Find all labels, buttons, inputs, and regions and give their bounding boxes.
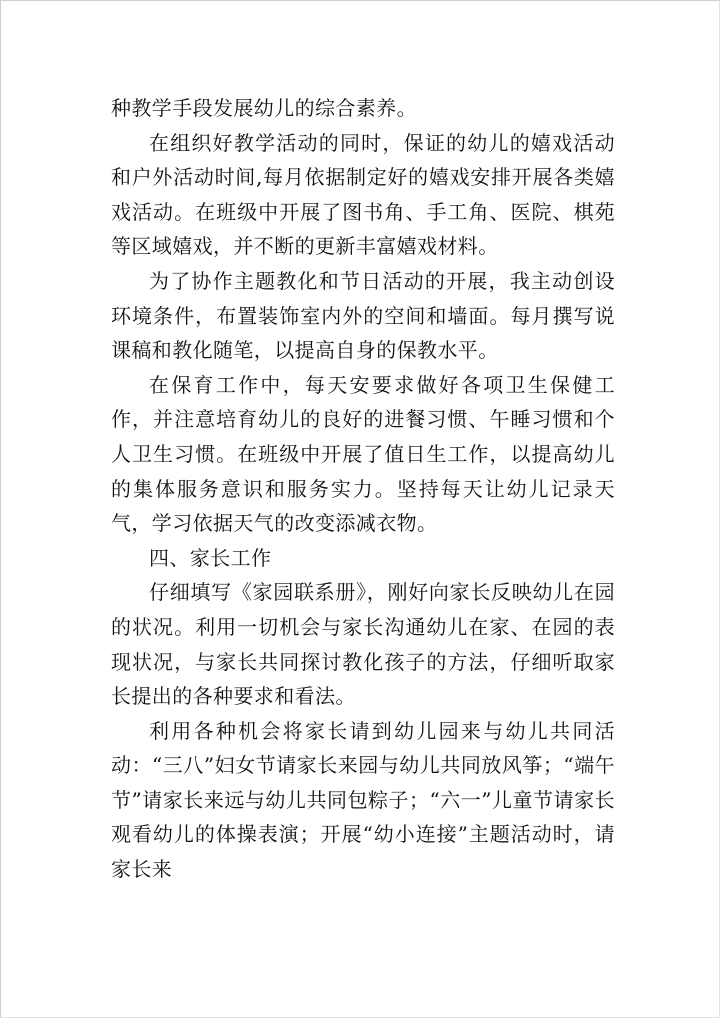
paragraph-environment: 为了协作主题教化和节日活动的开展，我主动创设环境条件，布置装饰室内外的空间和墙面。每月撰写说课稿和教化随笔，以提高自身的保教水平。: [111, 268, 615, 363]
paragraph-activities: 在组织好教学活动的同时，保证的幼儿的嬉戏活动和户外活动时间,每月依据制定好的嬉戏安排开展各类嬉戏活动。在班级中开展了图书角、手工角、医院、棋苑等区域嬉戏，并不断的更新丰富嬉戏材料。: [111, 130, 615, 259]
paragraph-care-work: 在保育工作中，每天安要求做好各项卫生保健工作，并注意培育幼儿的良好的进餐习惯、午睡习惯和个人卫生习惯。在班级中开展了值日生工作，以提高幼儿的集体服务意识和服务实力。坚持每天让幼儿记录天气，学习依据天气的改变添减衣物。: [111, 372, 615, 536]
paragraph-contact-book: 仔细填写《家园联系册》，刚好向家长反映幼儿在园的状况。利用一切机会与家长沟通幼儿在家、在园的表现状况，与家长共同探讨教化孩子的方法，仔细听取家长提出的各种要求和看法。: [111, 580, 615, 709]
paragraph-parent-activities: 利用各种机会将家长请到幼儿园来与幼儿共同活动：“三八”妇女节请家长来园与幼儿共同放风筝；“端午节”请家长来远与幼儿共同包粽子；“六一”儿童节请家长观看幼儿的体操表演；开展“幼小连接”主题活动时，请家长来: [111, 718, 615, 882]
document-body: [111, 91, 615, 887]
paragraph-continuation: 种教学手段发展幼儿的综合素养。: [111, 96, 417, 120]
section-heading-parent-work: 四、家长工作: [149, 545, 272, 570]
